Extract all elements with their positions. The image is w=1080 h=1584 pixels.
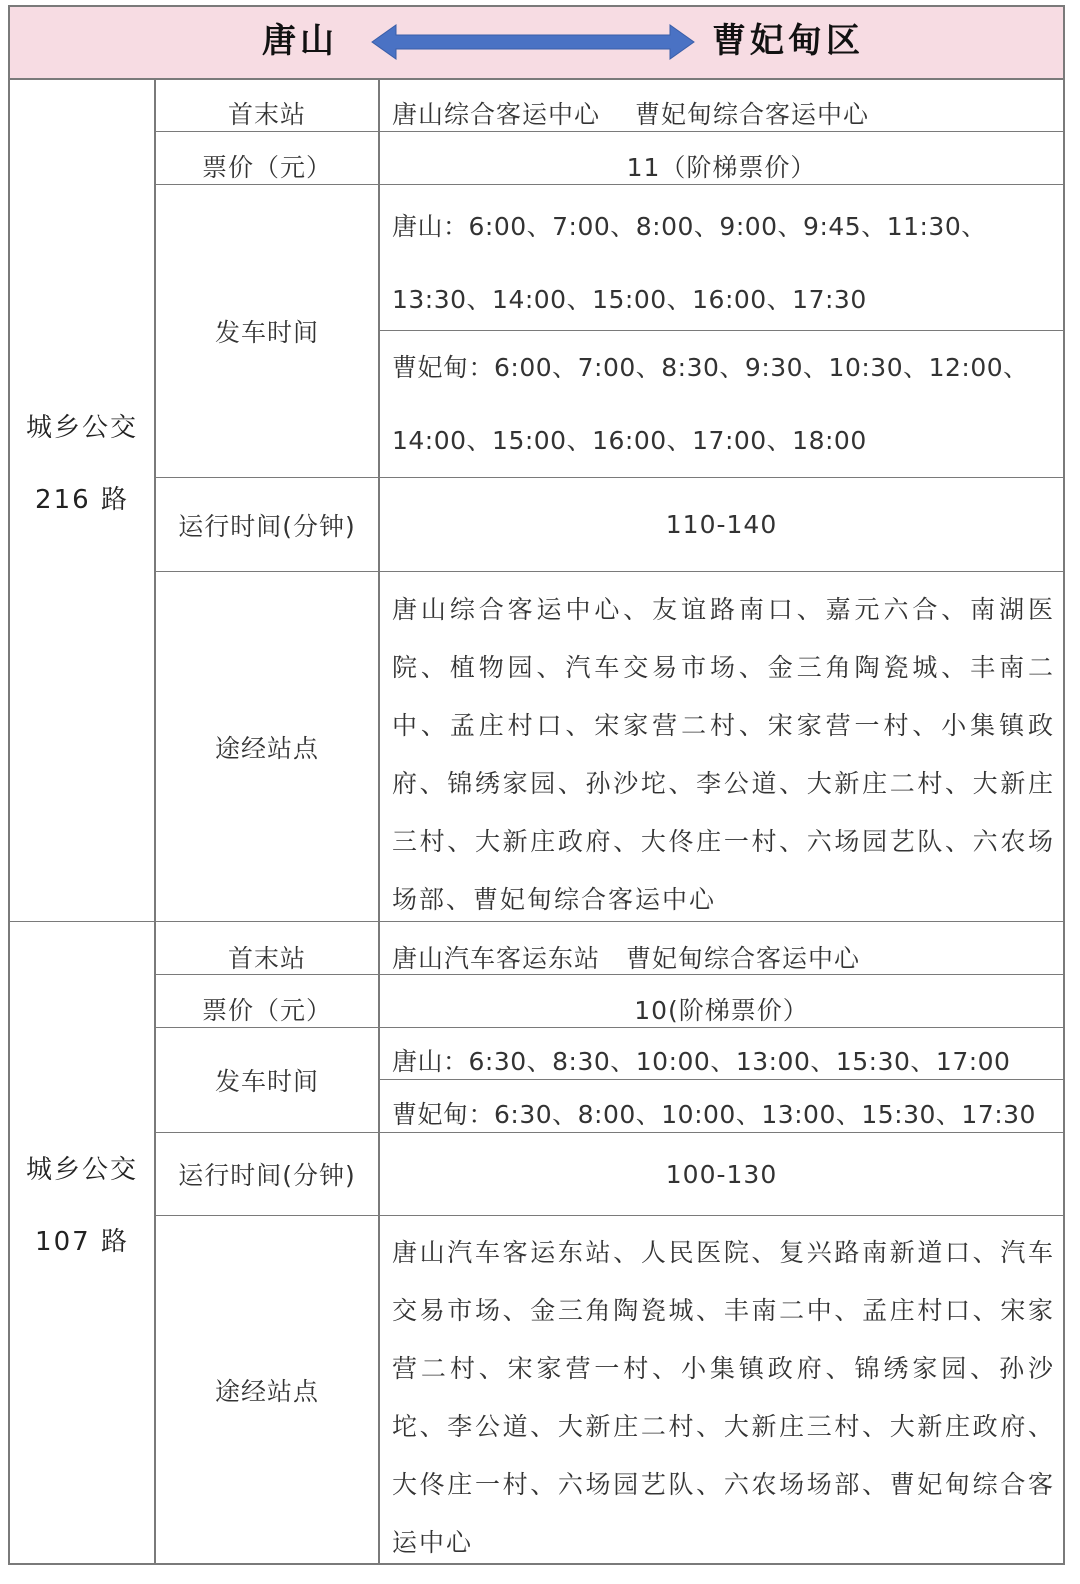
route-name-line2: 216 路	[35, 485, 129, 515]
departures-label: 发车时间	[214, 318, 319, 347]
duration-label: 运行时间(分钟)	[178, 511, 356, 541]
route-name-line2: 107 路	[35, 1227, 129, 1257]
duration-value: 100-130	[665, 1159, 778, 1189]
departures-label: 发车时间	[214, 1067, 319, 1096]
route-name-line1: 城乡公交	[25, 413, 138, 443]
route-name	[10, 1134, 154, 1278]
departures-tangshan: 唐山：6:00、7:00、8:00、9:00、9:45、11:30、13:30、14:00、15:00、16:00、17:30	[392, 212, 987, 314]
stops-label: 途经站点	[214, 733, 319, 763]
border-line	[8, 5, 1065, 7]
border-line	[8, 5, 10, 1565]
stops-label: 途经站点	[214, 1376, 319, 1406]
departures-caofeidian: 曹妃甸：6:00、7:00、8:30、9:30、10:30、12:00、14:00、15:00、16:00、17:00、18:00	[392, 353, 1029, 455]
departures-tangshan: 唐山：6:30、8:30、10:00、13:00、15:30、17:00	[392, 1047, 1011, 1076]
duration-label: 运行时间(分钟)	[178, 1161, 356, 1190]
border-line	[8, 78, 1065, 80]
route-name-line1: 城乡公交	[25, 1155, 138, 1185]
duration-value: 110-140	[665, 510, 778, 539]
fare-value: 10(阶梯票价）	[634, 996, 809, 1025]
fare-label: 票价（元）	[201, 996, 332, 1025]
terminals-value: 唐山综合客运中心 曹妃甸综合客运中心	[392, 100, 869, 129]
header-destination: 曹妃甸区	[712, 21, 864, 61]
fare-value: 11（阶梯票价）	[626, 153, 817, 182]
departures-caofeidian: 曹妃甸：6:30、8:00、10:00、13:00、15:30、17:30	[392, 1100, 1036, 1129]
stops-list: 唐山综合客运中心、友谊路南口、嘉元六合、南湖医院、植物园、汽车交易市场、金三角陶瓷城、丰南二中、孟庄村口、宋家营二村、宋家营一村、小集镇政府、锦绣家园、孙沙坨、李公道、大新庄二村、大新庄三村、大新庄政府、大佟庄一村、六场园艺队、六农场场部、曹妃甸综合客运中心	[392, 595, 1055, 914]
header-origin: 唐山	[262, 21, 338, 61]
terminals-value: 唐山汽车客运东站 曹妃甸综合客运中心	[392, 944, 861, 973]
route-name	[10, 392, 154, 536]
border-line	[1063, 5, 1065, 1565]
stops-list: 唐山汽车客运东站、人民医院、复兴路南新道口、汽车交易市场、金三角陶瓷城、丰南二中、孟庄村口、宋家营二村、宋家营一村、小集镇政府、锦绣家园、孙沙坨、李公道、大新庄二村、大新庄三村、大新庄政府、大佟庄一村、六场园艺队、六农场场部、曹妃甸综合客运中心	[392, 1238, 1055, 1557]
terminals-label: 首末站	[227, 100, 306, 129]
terminals-label: 首末站	[227, 944, 306, 973]
fare-label: 票价（元）	[201, 153, 332, 182]
double-arrow-icon	[370, 22, 696, 62]
